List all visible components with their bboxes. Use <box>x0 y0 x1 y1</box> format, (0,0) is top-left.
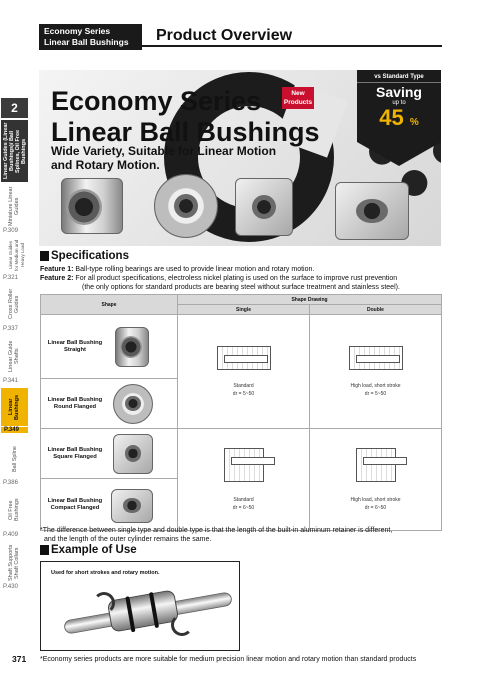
double-range-1: dr = 5~50 <box>364 390 387 397</box>
side-tab-oil-free-page[interactable]: P.409 <box>3 532 18 538</box>
difference-note <box>40 526 450 544</box>
hero-banner <box>39 70 441 246</box>
feature-2-continued: (the only options for standard products are bearing steel without surface treatment and stainless steel). <box>82 284 400 291</box>
double-drawing <box>349 346 403 370</box>
feature-2-label: Feature 2: <box>40 275 74 282</box>
series-tag <box>39 24 142 50</box>
product-hole <box>123 498 141 512</box>
specifications-heading-text: Specifications <box>51 250 129 262</box>
product-hole <box>174 194 199 219</box>
spec-table <box>40 294 442 531</box>
series-line-1: Economy Series <box>44 26 111 36</box>
round-flanged-thumb <box>113 384 153 424</box>
side-tab-miniature-label: Miniature Linear Guides <box>7 186 20 226</box>
side-tab-chapter-label: Linear Guides (Linear Bushings)/ Ball Splines, Oil Free Bushings <box>2 122 27 180</box>
double-label-1: High load, short stroke <box>350 382 401 389</box>
compact-flanged-thumb <box>111 489 153 523</box>
side-tab-ball-spline-page[interactable]: P.386 <box>3 480 18 486</box>
section-marker <box>40 251 49 261</box>
example-figure <box>40 561 240 651</box>
saving-arrow <box>357 142 441 166</box>
side-tab-medium-heavy-page[interactable]: P.321 <box>3 275 18 281</box>
hero-title-line-1: Economy Series <box>51 86 262 116</box>
feature-2 <box>40 274 445 283</box>
side-tab-oil-free-label: Oil Free Bushings <box>7 498 20 522</box>
single-label-2: Standard <box>233 496 254 503</box>
hero-title <box>51 86 320 148</box>
saving-badge <box>357 70 441 142</box>
side-tab-miniature[interactable] <box>1 186 28 226</box>
col-shape: Shape <box>41 295 178 315</box>
row-label: Linear Ball Bushing Square Flanged <box>47 446 103 460</box>
example-heading <box>40 544 137 556</box>
double-drawing-cell-1 <box>310 315 442 429</box>
saving-percent <box>357 106 441 135</box>
new-badge-line-2: Products <box>283 99 313 106</box>
square-flanged-thumb <box>113 434 153 474</box>
title-rule <box>142 45 442 47</box>
saving-value: 45 <box>379 105 404 130</box>
side-tab-linear-bushings-page[interactable]: P.349 <box>1 427 28 433</box>
hero-subtitle-line-2: and Rotary Motion. <box>51 158 160 172</box>
single-label-1: Standard <box>233 382 254 389</box>
rotation-arrow-icon <box>171 614 193 636</box>
series-line-2: Linear Ball Bushings <box>44 37 129 47</box>
table-row <box>41 429 442 479</box>
side-tab-oil-free[interactable] <box>1 490 28 530</box>
example-caption: Used for short strokes and rotary motion. <box>51 570 160 576</box>
row-label: Linear Ball Bushing Straight <box>47 339 103 353</box>
double-drawing-cell-2 <box>310 429 442 531</box>
feature-2-text: For all product specifications, electroless nickel plating is used on the surface to improve rust prevention <box>75 275 398 282</box>
product-hole <box>66 189 102 225</box>
saving-vs: vs Standard Type <box>357 74 441 83</box>
side-tab-medium-heavy-label: Linear Guides for Medium and Heavy Load <box>7 239 25 271</box>
side-tab-ball-spline[interactable] <box>1 440 28 478</box>
product-compact-flanged-image <box>335 182 409 240</box>
difference-note-line-2: and the length of the outer cylinder remains the same. <box>44 536 212 543</box>
row-label: Linear Ball Bushing Compact Flanged <box>47 497 103 511</box>
straight-thumb <box>115 327 149 367</box>
new-products-badge <box>282 87 314 109</box>
single-drawing-cell-1 <box>178 315 310 429</box>
hero-subtitle <box>51 144 276 172</box>
hero-subtitle-line-1: Wide Variety, Suitable for Linear Motion <box>51 144 277 158</box>
product-hole <box>125 445 142 462</box>
side-tab-cross-roller-page[interactable]: P.337 <box>3 326 18 332</box>
product-round-flanged-image <box>154 174 218 238</box>
single-range-2: dr = 6~50 <box>232 504 255 511</box>
product-hole <box>356 199 388 224</box>
bushing-illustration <box>107 589 180 632</box>
product-hole <box>252 195 277 220</box>
side-tab-cross-roller-label: Cross Roller Guides <box>7 288 20 320</box>
product-hole <box>120 336 142 358</box>
side-tab-linear-bushings-label: Linear Bushings <box>7 394 20 420</box>
chapter-number: 2 <box>1 98 28 118</box>
double-flanged-drawing <box>356 448 396 482</box>
example-heading-text: Example of Use <box>51 544 137 556</box>
shape-cell <box>41 429 178 479</box>
side-tab-shafts-label: Linear Guide Shafts <box>7 340 20 372</box>
feature-1-label: Feature 1: <box>40 266 74 273</box>
table-row <box>41 315 442 379</box>
shape-cell <box>41 315 178 379</box>
product-square-flanged-image <box>235 178 293 236</box>
product-hole <box>125 396 140 411</box>
page-number: 371 <box>12 654 27 664</box>
shape-cell <box>41 479 178 531</box>
row-label: Linear Ball Bushing Round Flanged <box>47 396 103 410</box>
side-tab-shafts[interactable] <box>1 336 28 376</box>
section-marker <box>40 545 49 555</box>
col-single: Single <box>178 305 310 315</box>
hero-title-line-2: Linear Ball Bushings <box>51 117 320 147</box>
double-label-2: High load, short stroke <box>350 496 401 503</box>
rotation-arrow-icon <box>93 592 115 614</box>
footnote: *Economy series products are more suitable for medium precision linear motion and rotary motion than standard products <box>40 656 417 663</box>
single-drawing-cell-2 <box>178 429 310 531</box>
feature-1 <box>40 265 445 274</box>
feature-1-text: Ball-type rolling bearings are used to provide linear motion and rotary motion. <box>75 266 315 273</box>
col-double: Double <box>310 305 442 315</box>
side-tab-ball-spline-label: Ball Spline <box>11 446 18 472</box>
col-drawing: Shape Drawing <box>178 295 442 305</box>
saving-unit: % <box>409 117 419 128</box>
single-drawing <box>217 346 271 370</box>
saving-upto: up to <box>392 100 406 106</box>
side-tab-chapter[interactable] <box>1 120 28 182</box>
single-flanged-drawing <box>224 448 264 482</box>
page-title: Product Overview <box>156 27 293 44</box>
difference-note-line-1: *The difference between single type and double type is that the length of the built-in aluminum retainer is different, <box>40 527 393 534</box>
double-range-2: dr = 6~50 <box>364 504 387 511</box>
saving-label: Saving <box>376 84 422 100</box>
side-tab-miniature-page[interactable]: P.309 <box>3 228 18 234</box>
side-tab-shafts-page[interactable]: P.341 <box>3 378 18 384</box>
side-tab-medium-heavy[interactable] <box>1 238 28 272</box>
side-tab-shaft-supports-label: Shaft Supports Shaft Collars <box>7 544 20 582</box>
single-range-1: dr = 5~50 <box>232 390 255 397</box>
shape-cell <box>41 379 178 429</box>
side-tab-shaft-supports[interactable] <box>1 543 28 583</box>
side-tab-cross-roller[interactable] <box>1 285 28 323</box>
side-tab-shaft-supports-page[interactable]: P.430 <box>3 584 18 590</box>
new-badge-line-1: New <box>291 90 305 97</box>
specifications-heading <box>40 250 129 262</box>
product-straight-image <box>61 178 123 234</box>
side-tab-linear-bushings[interactable] <box>1 388 28 426</box>
